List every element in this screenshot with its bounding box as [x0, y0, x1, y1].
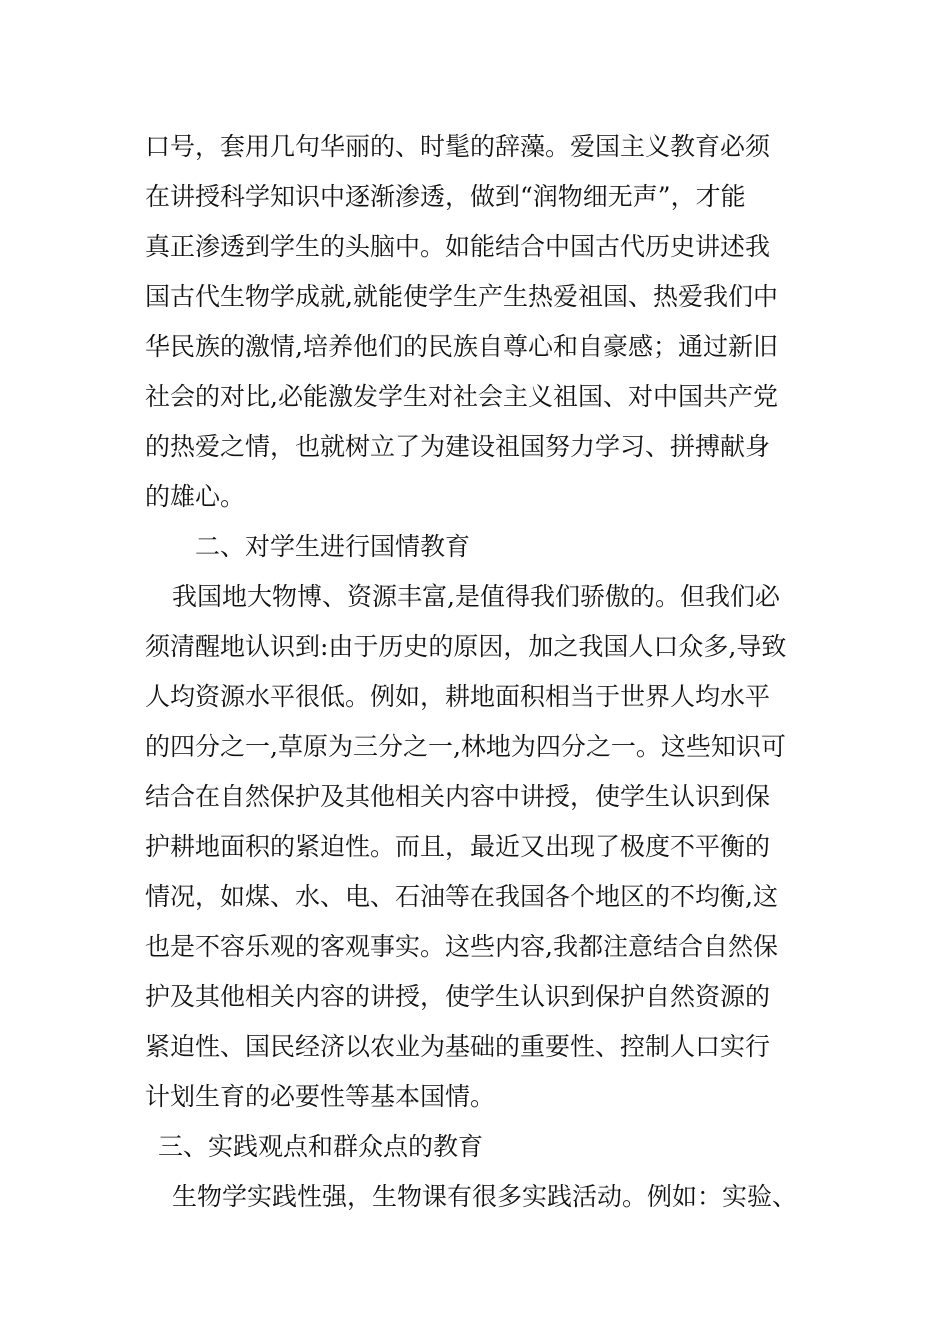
text-line-5: 华民族的激情,培养他们的民族自尊心和自豪感；通过新旧	[145, 332, 778, 361]
section-heading-2: 二、对学生进行国情教育	[195, 532, 471, 561]
text-line-11: 须清醒地认识到:由于历史的原因，加之我国人口众多,导致	[145, 632, 787, 661]
text-line-12: 人均资源水平很低。例如，耕地面积相当于世界人均水平	[145, 682, 771, 711]
text-line-15: 护耕地面积的紧迫性。而且，最近又出现了极度不平衡的	[145, 832, 771, 861]
text-line-3: 真正渗透到学生的头脑中。如能结合中国古代历史讲述我	[145, 232, 771, 261]
text-line-22: 生物学实践性强，生物课有很多实践活动。例如：实验、	[172, 1182, 798, 1211]
text-line-17: 也是不容乐观的客观事实。这些内容,我都注意结合自然保	[145, 932, 778, 961]
text-line-10: 我国地大物博、资源丰富,是值得我们骄傲的。但我们必	[172, 582, 780, 611]
text-line-13: 的四分之一,草原为三分之一,林地为四分之一。这些知识可	[145, 732, 786, 761]
text-line-16: 情况，如煤、水、电、石油等在我国各个地区的不均衡,这	[145, 882, 778, 911]
text-line-7: 的热爱之情，也就树立了为建设祖国努力学习、拼搏献身	[145, 432, 771, 461]
text-line-1: 口号，套用几句华丽的、时髦的辞藻。爱国主义教育必须	[145, 132, 771, 161]
text-line-4: 国古代生物学成就,就能使学生产生热爱祖国、热爱我们中	[145, 282, 778, 311]
text-line-18: 护及其他相关内容的讲授，使学生认识到保护自然资源的	[145, 982, 771, 1011]
text-line-14: 结合在自然保护及其他相关内容中讲授，使学生认识到保	[145, 782, 771, 811]
text-line-2: 在讲授科学知识中逐渐渗透，做到“润物细无声”，才能	[145, 182, 746, 211]
section-heading-3: 三、实践观点和群众点的教育	[158, 1132, 484, 1161]
text-line-20: 计划生育的必要性等基本国情。	[145, 1082, 496, 1111]
text-line-8: 的雄心。	[145, 482, 246, 511]
text-line-19: 紧迫性、国民经济以农业为基础的重要性、控制人口实行	[145, 1032, 771, 1061]
text-line-6: 社会的对比,必能激发学生对社会主义祖国、对中国共产党	[145, 382, 778, 411]
